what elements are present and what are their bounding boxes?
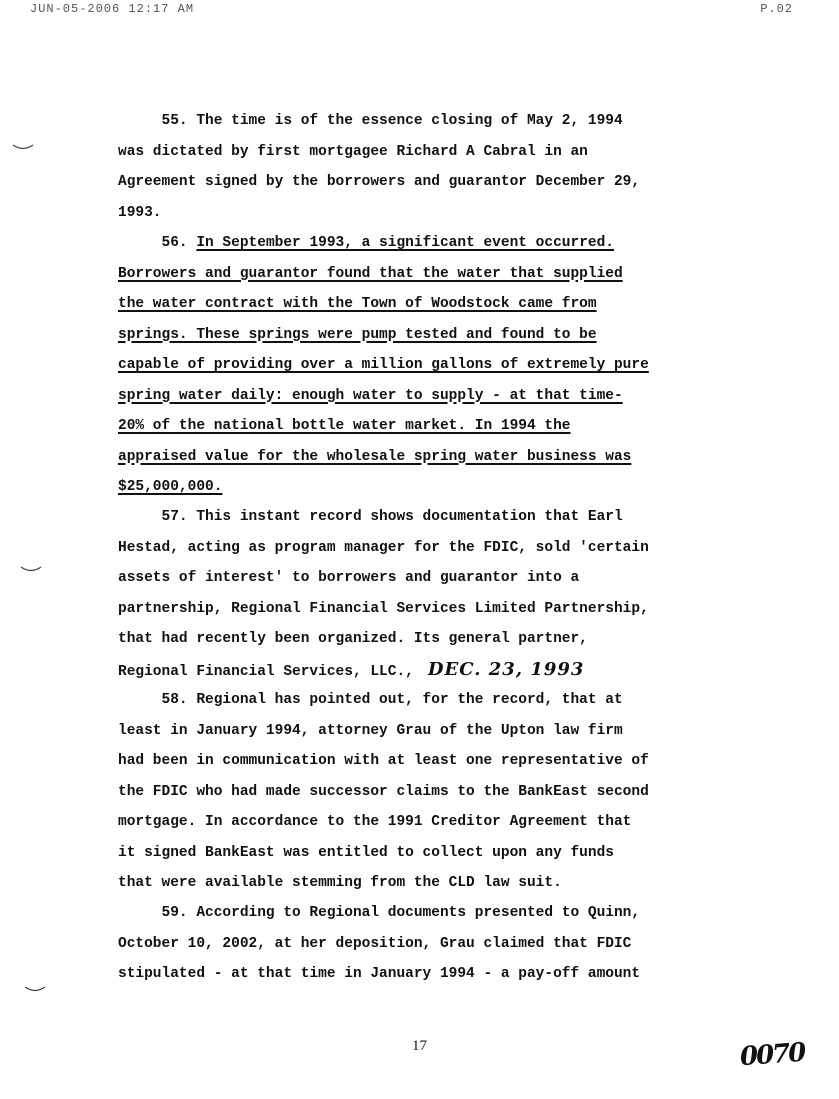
- paragraph-59: [118, 898, 718, 990]
- punch-hole-mark: [20, 565, 42, 573]
- text-line: [118, 228, 718, 259]
- text-line: 57. This instant record shows documentation that Earl: [118, 509, 623, 525]
- handwritten-date: DEC. 23, 1993: [427, 658, 585, 680]
- paragraph-57: [118, 502, 718, 685]
- underlined-text: appraised value for the wholesale spring water business was: [118, 448, 632, 465]
- paragraph-56: [118, 228, 718, 503]
- underlined-text: the water contract with the Town of Woodstock came from: [118, 296, 597, 312]
- text-line: assets of interest' to borrowers and guarantor into a: [118, 570, 580, 586]
- paragraph-55: [118, 106, 718, 228]
- paragraph-58: [118, 685, 718, 899]
- punch-hole-mark: [12, 143, 34, 151]
- paragraph-prefix: 56.: [118, 235, 197, 251]
- underlined-text: 20% of the national bottle water market. In 1994 the: [118, 418, 571, 434]
- text-line: 58. Regional has pointed out, for the record, that at: [118, 692, 623, 708]
- text-line: the FDIC who had made successor claims to the BankEast second: [118, 783, 649, 800]
- underlined-text: spring water daily: enough water to supply - at that time-: [118, 387, 623, 404]
- text-line: partnership, Regional Financial Services Limited Partnership,: [118, 600, 649, 617]
- text-line: that had recently been organized. Its general partner,: [118, 631, 588, 647]
- text-line: least in January 1994, attorney Grau of the Upton law firm: [118, 722, 623, 739]
- text-line: 59. According to Regional documents presented to Quinn,: [118, 905, 641, 921]
- text-line: was dictated by first mortgagee Richard A Cabral in an: [118, 143, 588, 160]
- underlined-text: In September 1993, a significant event occurred.: [196, 235, 614, 251]
- punch-hole-mark: [24, 985, 46, 993]
- text-line: mortgage. In accordance to the 1991 Creditor Agreement that: [118, 814, 632, 830]
- underlined-text: capable of providing over a million gallons of extremely pure: [118, 357, 649, 373]
- fax-header-date: JUN-05-2006 12:17 AM: [30, 2, 195, 16]
- text-line-segment: Regional Financial Services, LLC.,: [118, 663, 414, 680]
- text-line: Hestad, acting as program manager for the FDIC, sold 'certain: [118, 539, 649, 556]
- text-line: Agreement signed by the borrowers and guarantor December 29,: [118, 174, 641, 190]
- underlined-text: Borrowers and guarantor found that the water that supplied: [118, 265, 623, 282]
- page-number: 17: [412, 1038, 427, 1054]
- underlined-text: springs. These springs were pump tested and found to be: [118, 326, 597, 343]
- text-line: [118, 655, 718, 686]
- fax-header-page: P.02: [760, 2, 793, 16]
- text-line: stipulated - at that time in January 1994 - a pay-off amount: [118, 966, 641, 982]
- bates-stamp: 0070: [739, 1037, 806, 1073]
- text-line: 1993.: [118, 204, 162, 221]
- underlined-text: $25,000,000.: [118, 479, 223, 495]
- text-line: had been in communication with at least one representative of: [118, 753, 649, 769]
- text-line: it signed BankEast was entitled to collect upon any funds: [118, 844, 614, 861]
- text-line: October 10, 2002, at her deposition, Grau claimed that FDIC: [118, 935, 632, 952]
- text-line: 55. The time is of the essence closing of May 2, 1994: [118, 113, 623, 129]
- text-line: that were available stemming from the CLD law suit.: [118, 875, 562, 891]
